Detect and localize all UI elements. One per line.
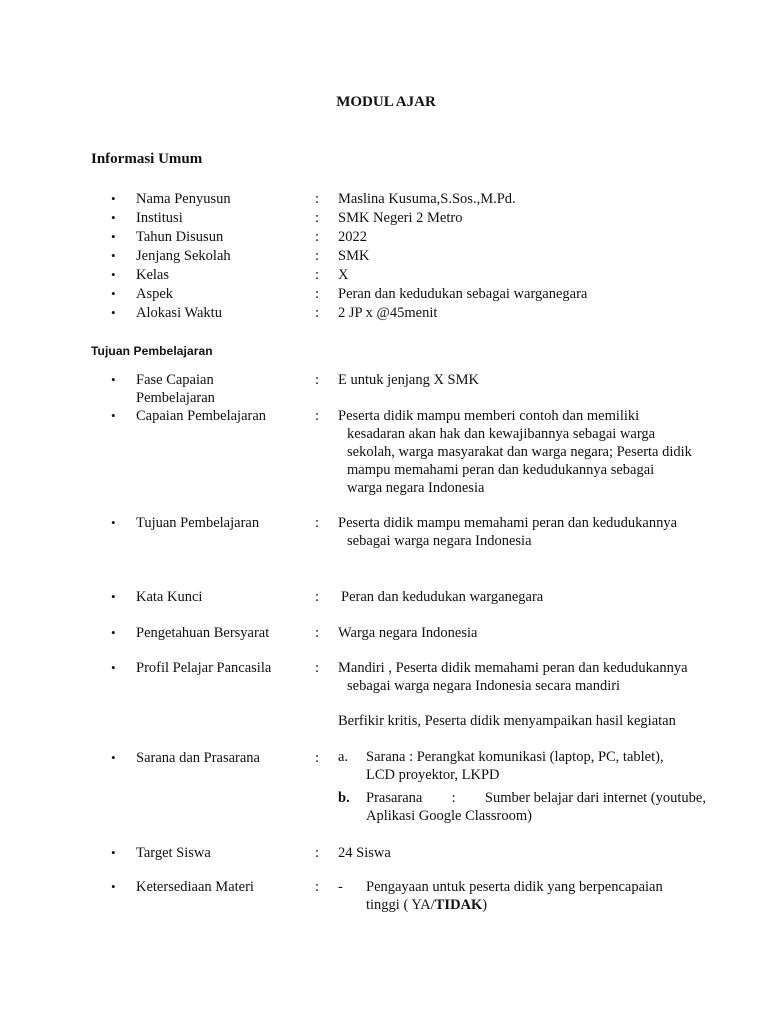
value-line: Sarana : Perangkat komunikasi (laptop, PC, tablet), xyxy=(366,749,664,765)
colon-separator: : xyxy=(315,267,320,283)
bullet-icon: • xyxy=(111,191,116,206)
value-line: kesadaran akan hak dan kewajibannya sebagai warga xyxy=(347,426,656,442)
bullet-icon: • xyxy=(111,286,116,301)
bullet-icon: • xyxy=(111,879,116,894)
info-value xyxy=(338,407,710,497)
option-suffix: ) xyxy=(482,897,488,913)
info-label-line: Pembelajaran xyxy=(136,390,215,406)
section-heading-general: Informasi Umum xyxy=(91,151,203,167)
info-value: Peran dan kedudukan warganegara xyxy=(341,589,544,605)
colon-separator: : xyxy=(315,305,320,321)
profil-extra-text: Berfikir kritis, Peserta didik menyampaikan hasil kegiatan xyxy=(338,713,676,729)
info-value xyxy=(338,659,710,695)
info-label: Kelas xyxy=(136,267,170,283)
list-marker: - xyxy=(338,879,343,895)
info-label: Institusi xyxy=(136,210,183,226)
value-line: mampu memahami peran dan kedudukannya sebagai xyxy=(347,462,655,478)
info-value: 24 Siswa xyxy=(338,845,391,861)
value-line xyxy=(366,789,706,807)
bullet-icon: • xyxy=(111,845,116,860)
colon-separator: : xyxy=(315,286,320,302)
info-label xyxy=(136,371,306,407)
info-value: Peran dan kedudukan sebagai warganegara xyxy=(338,286,588,302)
info-value: SMK Negeri 2 Metro xyxy=(338,210,463,226)
colon-separator: : xyxy=(315,625,320,641)
bullet-icon: • xyxy=(111,248,116,263)
colon-separator: : xyxy=(315,408,320,424)
info-label: Alokasi Waktu xyxy=(136,305,222,321)
info-label: Kata Kunci xyxy=(136,589,203,605)
info-value: E untuk jenjang X SMK xyxy=(338,372,479,388)
colon-separator: : xyxy=(315,191,320,207)
info-label: Aspek xyxy=(136,286,174,302)
bullet-icon: • xyxy=(111,372,116,387)
value-line: sebagai warga negara Indonesia secara mandiri xyxy=(347,678,621,694)
sarana-text xyxy=(366,748,706,784)
colon-separator: : xyxy=(315,515,320,531)
value-line: Peserta didik mampu memberi contoh dan memiliki xyxy=(338,408,640,424)
info-value: Maslina Kusuma,S.Sos.,M.Pd. xyxy=(338,191,516,207)
bullet-icon: • xyxy=(111,305,116,320)
info-value: Warga negara Indonesia xyxy=(338,625,478,641)
section-heading-objectives: Tujuan Pembelajaran xyxy=(91,344,213,358)
ketersediaan-text xyxy=(366,878,706,914)
info-label: Sarana dan Prasarana xyxy=(136,750,260,766)
info-label: Tujuan Pembelajaran xyxy=(136,515,260,531)
bullet-icon: • xyxy=(111,210,116,225)
option-prefix: tinggi ( YA/ xyxy=(366,897,435,913)
bullet-icon: • xyxy=(111,750,116,765)
info-value: X xyxy=(338,267,349,283)
list-marker: b. xyxy=(338,790,350,806)
prasarana-text xyxy=(366,789,706,825)
info-label: Profil Pelajar Pancasila xyxy=(136,660,272,676)
colon-separator: : xyxy=(315,229,320,245)
info-label: Tahun Disusun xyxy=(136,229,224,245)
value-line: Aplikasi Google Classroom) xyxy=(366,808,532,824)
info-label-line: Fase Capaian xyxy=(136,372,214,388)
prasarana-colon: : xyxy=(451,790,456,806)
colon-separator: : xyxy=(315,589,320,605)
info-value: 2 JP x @45menit xyxy=(338,305,438,321)
info-label: Nama Penyusun xyxy=(136,191,231,207)
bullet-icon: • xyxy=(111,229,116,244)
info-value: SMK xyxy=(338,248,370,264)
prasarana-value: Sumber belajar dari internet (youtube, xyxy=(484,790,706,806)
list-marker: a. xyxy=(338,749,349,765)
colon-separator: : xyxy=(315,845,320,861)
colon-separator: : xyxy=(315,660,320,676)
document-title: MODUL AJAR xyxy=(336,94,436,110)
colon-separator: : xyxy=(315,210,320,226)
info-label: Ketersediaan Materi xyxy=(136,879,254,895)
info-value xyxy=(338,514,710,550)
colon-separator: : xyxy=(315,248,320,264)
bullet-icon: • xyxy=(111,625,116,640)
info-label: Pengetahuan Bersyarat xyxy=(136,625,270,641)
bullet-icon: • xyxy=(111,660,116,675)
colon-separator: : xyxy=(315,879,320,895)
bullet-icon: • xyxy=(111,589,116,604)
info-label: Capaian Pembelajaran xyxy=(136,408,267,424)
info-value: 2022 xyxy=(338,229,367,245)
value-line: Mandiri , Peserta didik memahami peran dan kedudukannya xyxy=(338,660,688,676)
value-line: Pengayaan untuk peserta didik yang berpencapaian xyxy=(366,879,663,895)
value-line: sebagai warga negara Indonesia xyxy=(347,533,532,549)
prasarana-label: Prasarana xyxy=(366,790,423,806)
bullet-icon: • xyxy=(111,408,116,423)
bullet-icon: • xyxy=(111,515,116,530)
colon-separator: : xyxy=(315,372,320,388)
value-line: sekolah, warga masyarakat dan warga negara; Peserta didik xyxy=(347,444,692,460)
value-line: LCD proyektor, LKPD xyxy=(366,767,500,783)
info-label: Target Siswa xyxy=(136,845,211,861)
value-line: Peserta didik mampu memahami peran dan kedudukannya xyxy=(338,515,678,531)
option-selected: TIDAK xyxy=(434,897,483,913)
info-label: Jenjang Sekolah xyxy=(136,248,231,264)
bullet-icon: • xyxy=(111,267,116,282)
value-line xyxy=(366,896,706,914)
colon-separator: : xyxy=(315,750,320,766)
value-line: warga negara Indonesia xyxy=(347,480,485,496)
